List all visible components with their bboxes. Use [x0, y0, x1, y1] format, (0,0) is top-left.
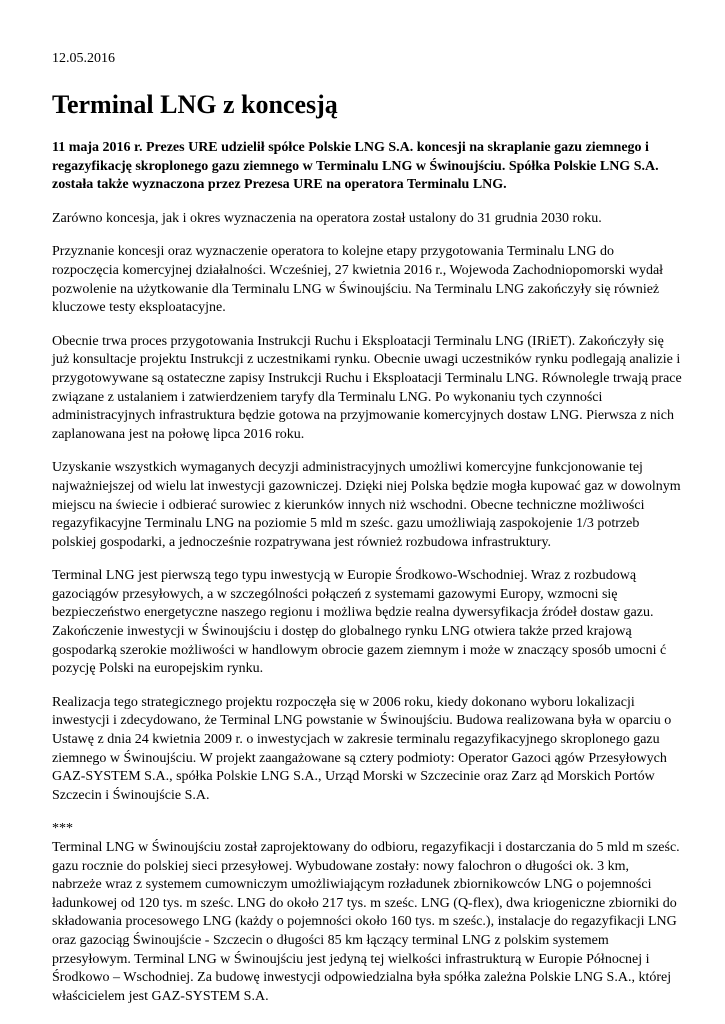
lead-paragraph: 11 maja 2016 r. Prezes URE udzielił spółce Polskie LNG S.A. koncesji na skraplanie gazu ziemnego i regazyfikację skroplonego gazu ziemnego w Terminalu LNG w Świnoujściu. Spółka Polskie LNG S.A. została także wyznaczona przez Prezesa URE na operatora Terminalu LNG. [52, 140, 659, 193]
paragraph-region: Terminal LNG jest pierwszą tego typu inwestycją w Europie Środkowo-Wschodniej. Wraz z rozbudową gazociągów przesyłowych, a w szczególności połączeń z systemami gazowymi Europy, wzmocni się bezpieczeństwo energetyczne naszego regionu i możliwa będzie realna dywersyfikacja źródeł dostaw gazu. Zakończenie inwestycji w Świnoujściu i dostęp do globalnego rynku LNG otwiera także przed krajową gospodarką szerokie możliwości w handlowym obrocie gazem ziemnym i może w znaczący sposób umocni ć pozycję Polski na europejskim rynku. [52, 568, 667, 677]
paragraph-decisions: Uzyskanie wszystkich wymaganych decyzji administracyjnych umożliwi komercyjne funkcjonowanie tej najważniejszej od wielu lat inwestycji gazowniczej. Dzięki niej Polska będzie mogła kupować gaz w dowolnym miejscu na świecie i odbierać surowiec z kierunków innych niż wschodni. Obecne techniczne możliwości regazyfikacyjne Terminalu LNG na poziomie 5 mld m sześc. gazu umożliwiają zaspokojenie 1/3 potrzeb polskiej gospodarki, a jednocześnie rozpatrywana jest również rozbudowa infrastruktury. [52, 460, 681, 550]
section-separator: *** [52, 821, 73, 837]
paragraph-iriet: Obecnie trwa proces przygotowania Instrukcji Ruchu i Eksploatacji Terminalu LNG (IRiET). Zakończyły się już konsultacje projektu Instrukcji z uczestnikami rynku. Obecnie uwagi uczestników rynku podlegają analizie i przygotowywane są ostateczne zapisy Instrukcji Ruchu i Eksploatacji Terminalu LNG. Równolegle trwają prace związane z ustalaniem i zatwierdzeniem taryfy dla Terminalu LNG. Po wykonaniu tych czynności administracyjnych infrastruktura będzie gotowa na przyjmowanie komercyjnych dostaw LNG. Pierwsza z nich zaplanowana jest na połowę lipca 2016 roku. [52, 333, 682, 442]
paragraph-validity: Zarówno koncesja, jak i okres wyznaczenia na operatora został ustalony do 31 grudnia 2030 roku. [52, 210, 602, 226]
paragraph-preparation: Przyznanie koncesji oraz wyznaczenie operatora to kolejne etapy przygotowania Terminalu LNG do rozpoczęcia komercyjnej działalności. Wcześniej, 27 kwietnia 2016 r., Wojewoda Zachodniopomorski wydał pozwolenie na użytkowanie dla Terminalu LNG w Świnoujściu. Na Terminalu LNG zakończyły się również kluczowe testy eksploatacyjne. [52, 244, 664, 316]
paragraph-history: Realizacja tego strategicznego projektu rozpoczęła się w 2006 roku, kiedy dokonano wyboru lokalizacji inwestycji i zdecydowano, że Terminal LNG powstanie w Świnoujściu. Budowa realizowana była w oparciu o Ustawę z dnia 24 kwietnia 2009 r. o inwestycjach w zakresie terminalu regazyfikacyjnego skroplonego gazu ziemnego w Świnoujściu. W projekt zaangażowane są cztery podmioty: Operator Gazoci ągów Przesyłowych GAZ-SYSTEM S.A., spółka Polskie LNG S.A., Urząd Morski w Szczecinie oraz Zarz ąd Morskich Portów Szczecin i Świnoujście S.A. [52, 694, 672, 803]
document-page [52, 50, 682, 1006]
publication-date: 12.05.2016 [52, 51, 115, 66]
article-title: Terminal LNG z koncesją [52, 90, 338, 119]
closing-paragraph: Terminal LNG w Świnoujściu został zaprojektowany do odbioru, regazyfikacji i dostarczania do 5 mld m sześc. gazu rocznie do polskiej sieci przesyłowej. Wybudowane zostały: nowy falochron o długości ok. 3 km, nabrzeże wraz z systemem cumowniczym umożliwiającym rozładunek zbiornikowców LNG o pojemności ładunkowej od 120 tys. m sześc. LNG do około 217 tys. m sześc. LNG (Q-flex), dwa kriogeniczne zbiorniki do składowania procesowego LNG (każdy o pojemności około 160 tys. m sześc.), instalacje do regazyfikacji LNG oraz gazociąg Świnoujście - Szczecin o długości 85 km łączący terminal LNG z polskim systemem przesyłowym. Terminal LNG w Świnoujściu jest jedyną tej wielkości infrastrukturą w Europie Północnej i Środkowo – Wschodniej. Za budowę inwestycji odpowiedzialna była spółka zależna Polskie LNG S.A., której właścicielem jest GAZ-SYSTEM S.A. [52, 840, 680, 1004]
